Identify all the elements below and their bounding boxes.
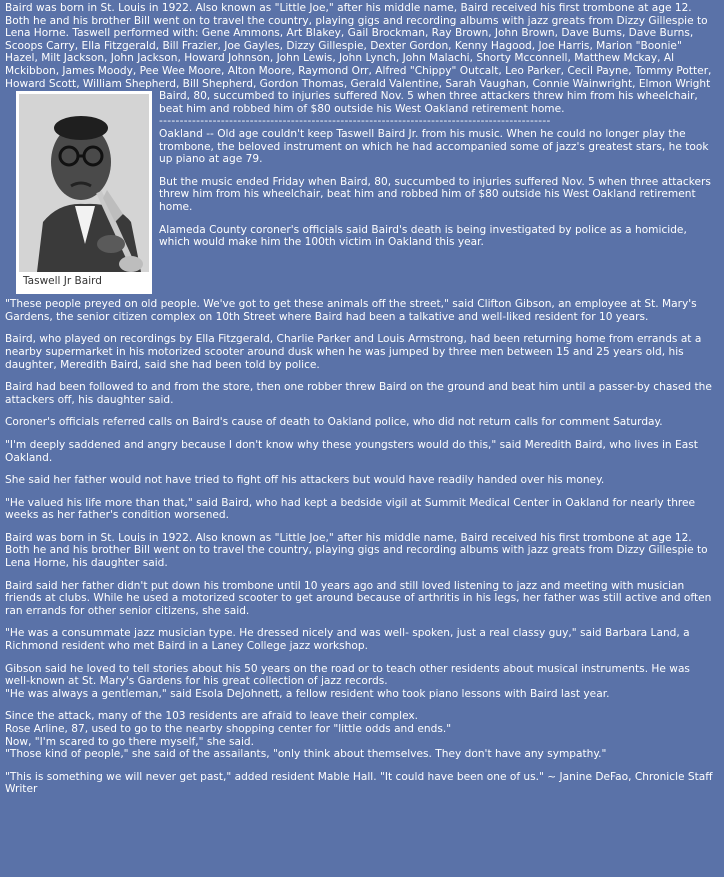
photo-frame [16,91,152,294]
paragraph-followed: Baird had been followed to and from the store, then one robber threw Baird on the ground and beat him until a passer-by chased the attackers off, his daughter said. [5,381,712,406]
paragraph-summary: Baird, 80, succumbed to injuries suffered Nov. 5 when three attackers threw him from his wheelchair, beat him and robbed him of $80 outside his West Oakland retirement home. [159,90,698,115]
paragraph-closing: "This is something we will never get past," added resident Mable Hall. "It could have been one of us." ~ Janine DeFao, Chronicle Staff Writer [5,770,713,796]
paragraph-lead: Oakland -- Old age couldn't keep Taswell Baird Jr. from his music. When he could no longer play the trombone, the beloved instrument on which he had accompanied some of jazz's greatest stars, he took up piano at age 79. [159,127,709,166]
paragraph-stories: Gibson said he loved to tell stories about his 50 years on the road or to teach other residents about musical instruments. He was well-known at St. Mary's Gardens for his great collection of jazz records. [5,662,690,688]
paragraph-music-ended: But the music ended Friday when Baird, 80, succumbed to injuries suffered Nov. 5 when three attackers threw him from his wheelchair, beat him and robbed him of $80 outside his West Oakland retirement home. [159,175,711,213]
paragraph-scared: Now, "I'm scared to go there myself," she said. [5,735,255,748]
paragraph-born: Baird was born in St. Louis in 1922. Also known as "Little Joe," after his middle name, Baird received his first trombone at age 12. Both he and his brother Bill went on to travel the country, playing gigs and recording albums with jazz greats from Dizzy Gillespie to Lena Horne, his daughter said. [5,531,708,570]
paragraph-arline: Rose Arline, 87, used to go to the nearby shopping center for "little odds and ends." [5,723,452,735]
paragraph-recordings: Baird, who played on recordings by Ella Fitzgerald, Charlie Parker and Louis Armstrong, had been returning home from errands at a nearby supermarket in his motorized scooter around dusk when he was jumped by three men between 15 and 25 years old, his daughter, Meredith Baird, said she had been told by police. [5,333,702,371]
paragraph-trombone: Baird said her father didn't put down his trombone until 10 years ago and still loved listening to jazz and meeting with musician friends at clubs. While he used a motorized scooter to get around because of arthritis in his legs, her father was still active and often ran errands for other senior citizens, she said. [5,579,712,617]
paragraph-saddened: "I'm deeply saddened and angry because I don't know why these youngsters would do this," said Meredith Baird, who lives in East Oakland. [5,438,698,464]
paragraph-referred: Coroner's officials referred calls on Baird's cause of death to Oakland police, who did not return calls for comment Saturday. [5,416,663,429]
paragraph-consummate: "He was a consummate jazz musician type. He dressed nicely and was well- spoken, just a real classy guy," said Barbara Land, a Richmond resident who met Baird in a Laney College jazz workshop. [5,627,690,653]
paragraph-gentleman: "He was always a gentleman," said Esola DeJohnett, a fellow resident who took piano lessons with Baird last year. [5,687,610,700]
paragraph-gibson-quote: "These people preyed on old people. We've got to get these animals off the street," said Clifton Gibson, an employee at St. Mary's Gardens, the senior citizen complex on 10th Street where Baird had been a talkative and well-liked resident for 10 years. [5,298,697,323]
paragraph-coroner: Alameda County coroner's officials said Baird's death is being investigated by police as a homicide, which would make him the 100th victim in Oakland this year. [159,223,687,249]
paragraph-money: She said her father would not have tried to fight off his attackers but would have readily handed over his money. [5,474,605,487]
intro-text: Baird was born in St. Louis in 1922. Also known as "Little Joe," after his middle name, Baird received his first trombone at age 12. Both he and his brother Bill went on to travel the country, playing gigs and recording albums with jazz greats from Dizzy Gillespie to Lena Horne. Taswell performed with: Gene Ammons, Art Blakey, Gail Brockman, Ray Brown, John Brown, Dave Bums, Dave Burns, Scoops Carry, Ella Fitzgerald, Bill Frazier, Joe Gayles, Dizzy Gillespie, Dexter Gordon, Kenny Hagood, Joe Harris, Marion "Boonie" Hazel, Milt Jackson, John Jackson, Howard Johnson, John Lewis, John Lynch, John Malachi, Shorty Mcconnell, Matthew Mckay, Al Mckibbon, James Moody, Pee Wee Moore, Alton Moore, Raymond Orr, Alfred "Chippy" Outcalt, Leo Parker, Cecil Payne, Tommy Potter, Howard Scott, William Shepherd, Bill Shepherd, Gordon Thomas, Gerald Valentine, Sarah Vaughan, Connie Wainwright, Elmon Wright [5,2,712,90]
portrait-photo [19,94,149,272]
portrait-illustration [19,94,149,272]
paragraph-valued: "He valued his life more than that," said Baird, who had kept a bedside vigil at Summit Medical Center in Oakland for nearly three weeks as her father's condition worsened. [5,496,696,522]
section-divider: ----------------------------------------------------------------------------------------------- [159,115,551,128]
paragraph-afraid: Since the attack, many of the 103 residents are afraid to leave their complex. [5,710,419,723]
paragraph-intro-part1 [5,2,718,90]
photo-caption: Taswell Jr Baird [23,275,102,288]
paragraph-sympathy: "Those kind of people," she said of the assailants, "only think about themselves. They don't have any sympathy." [5,748,607,761]
